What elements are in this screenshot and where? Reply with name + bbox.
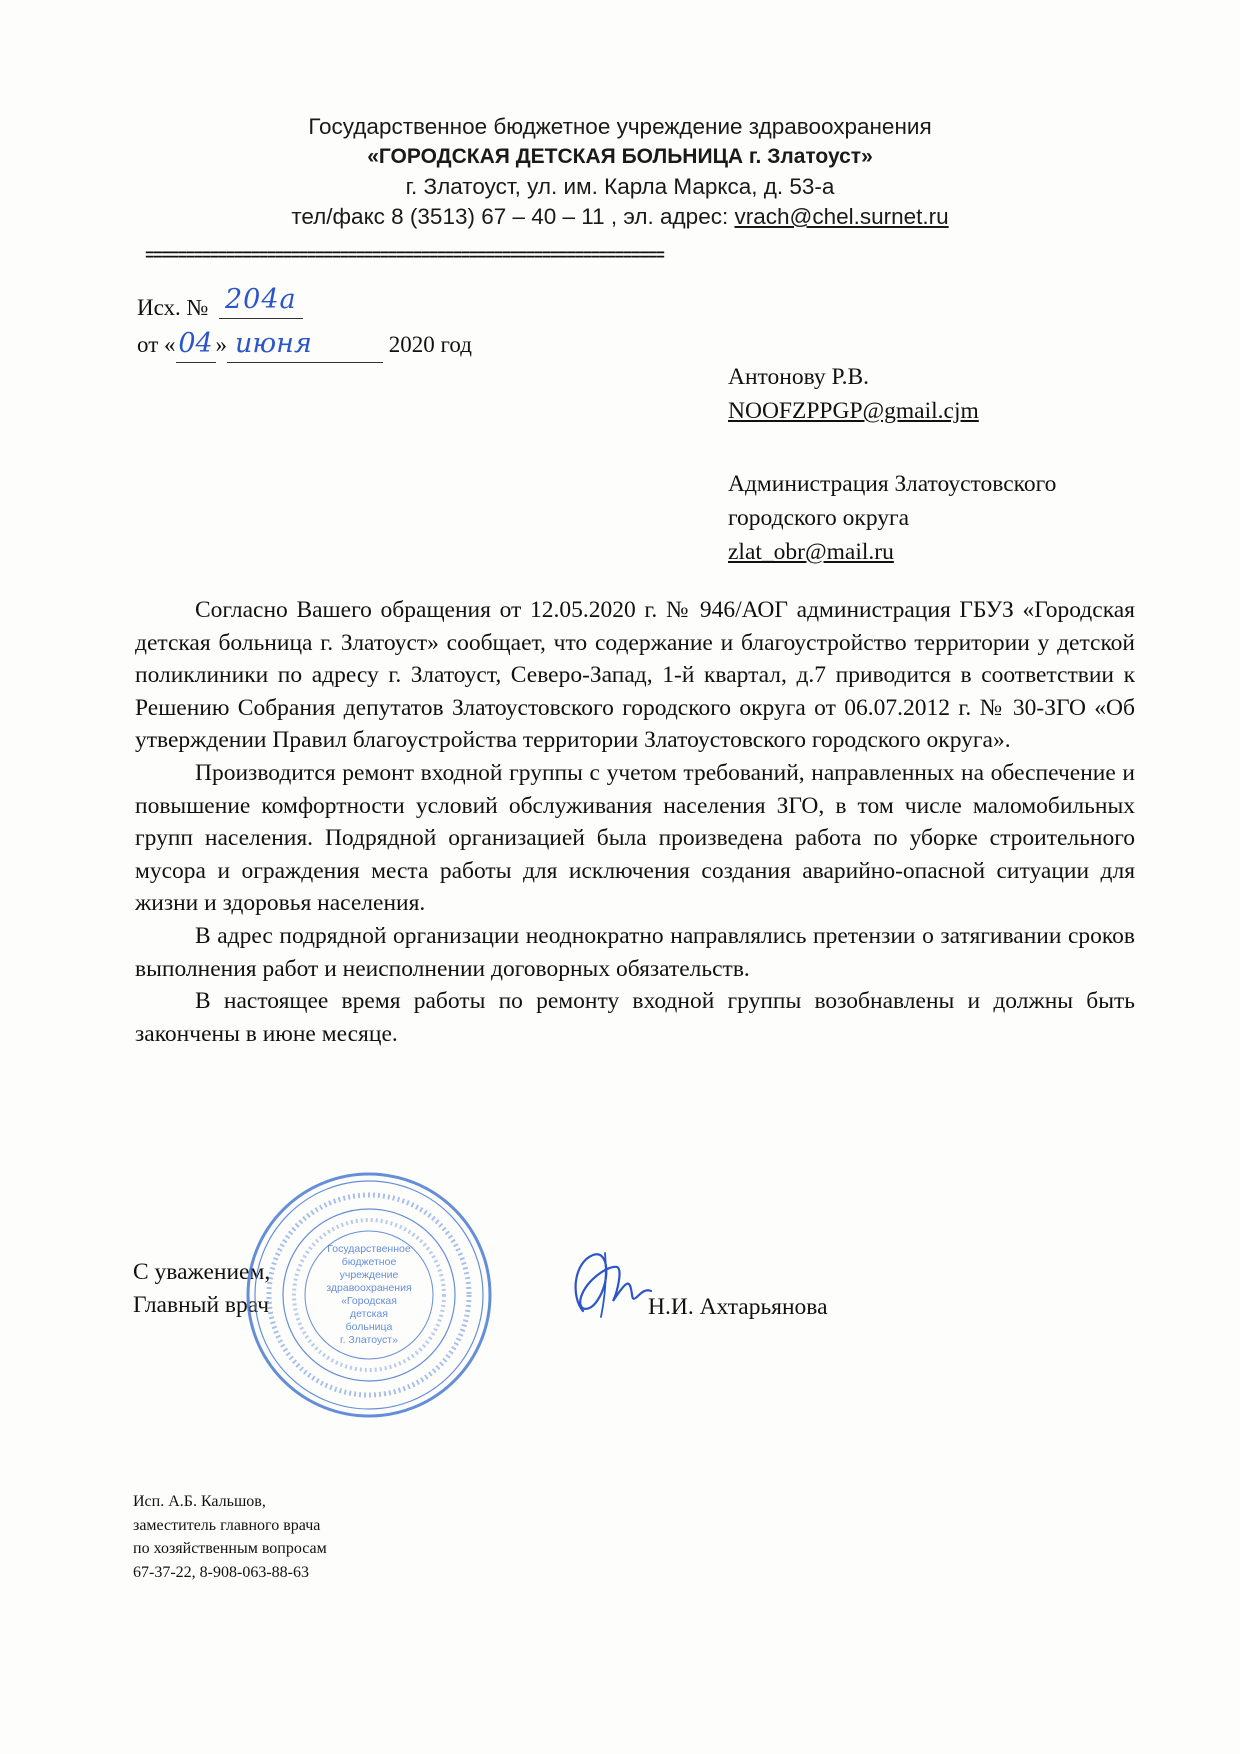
recipient-name: Антонову Р.В. <box>728 364 870 390</box>
org-contacts <box>140 202 1100 232</box>
recipient-name: Администрация Златоустовского <box>728 471 1057 497</box>
seal-text-line: учреждение <box>339 1269 399 1281</box>
letterhead <box>140 112 1100 232</box>
seal-text-line: бюджетное <box>341 1256 397 1268</box>
closing-position: Главный врач <box>133 1292 270 1318</box>
outgoing-number: 204а <box>219 282 303 319</box>
executor-line: 67-37-22, 8-908-063-88-63 <box>133 1563 309 1581</box>
seal-text-line: «Городская <box>341 1295 397 1307</box>
body-paragraph: В адрес подрядной организации неоднократно направлялись претензии о затягивании сроков выполнения работ и неисполнении договорных обязательств. <box>135 922 1135 982</box>
letter-body <box>135 594 1135 1050</box>
executor-line: Исп. А.Б. Кальшов, <box>133 1493 266 1510</box>
seal-text-line: г. Златоуст» <box>340 1334 398 1346</box>
executor-line: заместитель главного врача <box>133 1516 321 1534</box>
recipient-email[interactable]: NOOFZPPGP@gmail.cjm <box>728 398 979 424</box>
signature-mark <box>565 1245 655 1325</box>
executor-info <box>133 1490 327 1584</box>
org-address: г. Златоуст, ул. им. Карла Маркса, д. 53-а <box>405 174 835 199</box>
recipient-1 <box>728 360 979 428</box>
outgoing-number-label: Исх. № <box>137 295 209 320</box>
executor-line: по хозяйственным вопросам <box>133 1540 327 1557</box>
letterhead-separator: ================================================================ <box>145 250 664 262</box>
date-year: 2020 год <box>388 332 472 357</box>
closing-regards: С уважением, <box>133 1259 271 1285</box>
recipient-2 <box>728 467 1056 569</box>
recipient-email[interactable]: zlat_obr@mail.ru <box>728 539 894 565</box>
outgoing-reference <box>137 284 472 362</box>
org-name: «ГОРОДСКАЯ ДЕТСКАЯ БОЛЬНИЦА г. Златоуст» <box>367 145 873 168</box>
date-day: 04 <box>176 326 216 363</box>
body-paragraph: Согласно Вашего обращения от 12.05.2020 г. № 946/АОГ администрация ГБУЗ «Городская детская больница г. Златоуст» сообщает, что содержание и благоустройство территории у детской поликлиники по адресу г. Златоуст, Северо-Запад, 1-й квартал, д.7 приводится в соответствии к Решению Собрания депутатов Златоустовского городского округа от 06.07.2012 г. № 30-ЗГО «Об утверждении Правил благоустройства территории Златоустовского городского округа». <box>135 597 1135 754</box>
seal-text-line: Государственное <box>327 1243 411 1255</box>
recipient-name-cont: городского округа <box>728 505 910 531</box>
org-phone: тел/факс 8 (3513) 67 – 40 – 11 , эл. адрес: <box>291 204 735 229</box>
date-month: июня <box>227 326 383 363</box>
date-prefix: от « <box>137 332 176 357</box>
signer-name: Н.И. Ахтарьянова <box>648 1294 828 1320</box>
org-type-line: Государственное бюджетное учреждение здравоохранения <box>308 114 932 139</box>
seal-text-line: здравоохранения <box>326 1282 412 1294</box>
body-paragraph: Производится ремонт входной группы с учетом требований, направленных на обеспечение и повышение комфортности условий обслуживания населения ЗГО, в том числе маломобильных групп населения. Подрядной организацией была произведена работа по уборке строительного мусора и ограждения места работы для исключения создания аварийно-опасной ситуации для жизни и здоровья населения. <box>135 759 1135 917</box>
seal-text-line: больница <box>345 1321 393 1333</box>
official-seal-text <box>244 1170 494 1420</box>
seal-text-line: детская <box>350 1308 388 1320</box>
date-quote: » <box>215 332 227 357</box>
body-paragraph: В настоящее время работы по ремонту входной группы возобнавлены и должны быть закончены в июне месяце. <box>135 988 1135 1047</box>
org-email-link[interactable]: vrach@chel.surnet.ru <box>734 204 949 229</box>
